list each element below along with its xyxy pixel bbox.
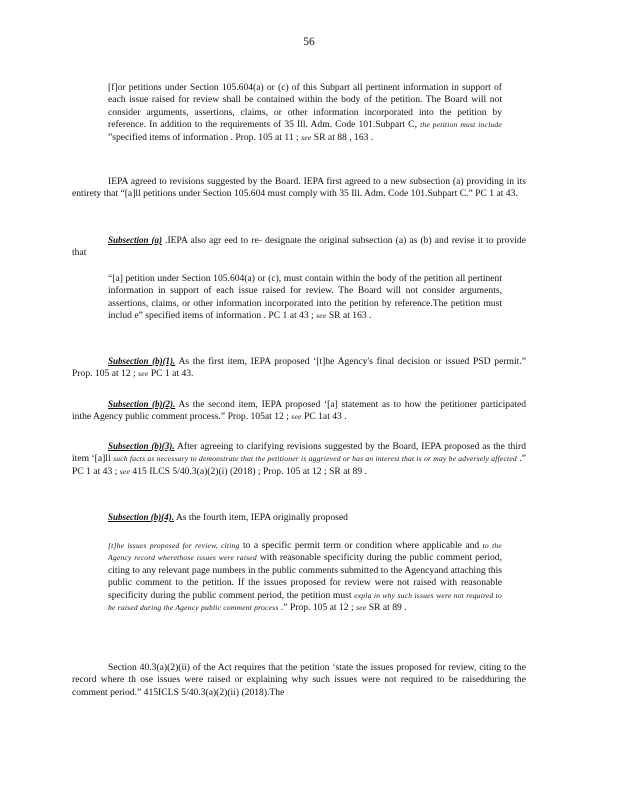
italic-text: see bbox=[291, 412, 302, 422]
quote-text: SR at 163 . bbox=[328, 310, 372, 322]
paragraph-text: As the fourth item, IEPA originally proposed bbox=[175, 512, 348, 523]
paragraph-7: Section 40.3(a)(2)(ii) of the Act requires that the petition ‘state the issues proposed for review, citing to the record where th ose issues were raised or explaining why such issues were not required to be raisedduring the comment period.” 415ICLS 5/40.3(a)(2)(ii) (2018).The bbox=[72, 662, 526, 698]
quote-text: with reasonable specificity during the public comment period, citing to any relevant page numbers in the public comments submitted to the Agencyand attaching this public comment to the petition. If the issues proposed for review were not raised with reasonable specificity during the public comment period, the petition must bbox=[108, 552, 502, 601]
subsection-heading: Subsection (b)(4). bbox=[108, 512, 174, 522]
paragraph-text: After agreeing to clarifying revisions suggested by the Board, IEPA proposed as the third item ‘[a]ll bbox=[72, 441, 527, 465]
subsection-heading: Subsection (b)(3). bbox=[108, 441, 175, 451]
italic-text: see bbox=[119, 466, 131, 476]
paragraph-5 bbox=[72, 440, 526, 478]
quote-text: “[a] petition under Section 105.604(a) or (c), must contain within the body of the petition all pertinent information in support of each issue raised for review. The Board will not consider arguments, assertions, claims, or other information incorporated into the petition by reference.The petition must includ e” specified items of information . PC 1 at 43 ; bbox=[108, 273, 502, 322]
quote-block-1 bbox=[108, 82, 502, 144]
paragraph-2 bbox=[72, 234, 526, 260]
quote-text: ”specified items of information . Prop. 105 at 11 ; bbox=[108, 131, 299, 143]
quote-block-2 bbox=[108, 273, 502, 323]
paragraph-text: As the second item, IEPA proposed ‘[a] statement as to how the petitioner participated inthe Agency public comment process.” Prop. 105at 12 ; bbox=[72, 399, 527, 423]
subsection-heading: Subsection (a) bbox=[108, 235, 162, 245]
subsection-heading: Subsection (b)(1). bbox=[108, 356, 176, 366]
italic-text: see bbox=[316, 311, 327, 321]
paragraph-text: .” PC 1 at 43 ; bbox=[72, 453, 527, 477]
quote-text: SR at 89 . bbox=[368, 602, 407, 614]
quote-text: [f]or petitions under Section 105.604(a) or (c) of this Subpart all pertinent information in support of each issue raised for review shall be contained within the body of the petition. The Board will not consider arguments, assertions, claims, or other information incorporated into the petition by reference. In addition to the requirements of 35 Ill. Adm. Code 101.Subpart C, bbox=[108, 82, 502, 131]
italic-text: [t]he issues proposed for review, citing bbox=[108, 541, 240, 550]
paragraph-4 bbox=[72, 398, 526, 424]
quote-text: .” Prop. 105 at 12 ; bbox=[280, 602, 354, 614]
italic-text: see bbox=[138, 369, 149, 379]
quote-block-3 bbox=[108, 540, 502, 614]
paragraph-text: 415 ILCS 5/40.3(a)(2)(i) (2018) ; Prop. 105 at 12 ; SR at 89 . bbox=[132, 465, 367, 477]
italic-text: see bbox=[301, 132, 312, 142]
paragraph-1: IEPA agreed to revisions suggested by the Board. IEPA first agreed to a new subsection (a) providing in its entirety that “[a]ll petitions under Section 105.604 must comply with 35 Ill. Adm. Code 101.Subpart C.” PC 1 at 43. bbox=[72, 176, 526, 200]
italic-text: such facts as necessary to demonstrate that the petitioner is aggrieved or has an interest that is or may be adversely affected bbox=[113, 454, 517, 464]
paragraph-text: As the first item, IEPA proposed ‘[t]he Agency's final decision or issued PSD permit.” Prop. 105 at 12 ; bbox=[72, 356, 526, 380]
paragraph-text: .IEPA also agr eed to re- designate the original subsection (a) as (b) and revise it to provide that bbox=[72, 235, 526, 259]
italic-text: to the Agency record wherethose issues were raised bbox=[108, 541, 502, 563]
subsection-heading: Subsection (b)(2). bbox=[108, 399, 176, 409]
quote-text: to a specific permit term or condition where applicable and bbox=[242, 540, 480, 551]
italic-text: expla in why such issues were not required to be raised during the Agency public comment process bbox=[108, 590, 502, 613]
paragraph-3 bbox=[72, 355, 526, 381]
paragraph-text: PC 1at 43 . bbox=[304, 411, 347, 423]
page-number: 56 bbox=[303, 36, 315, 48]
paragraph-text: PC 1 at 43. bbox=[150, 368, 194, 380]
italic-text: the petition must include bbox=[420, 120, 502, 130]
quote-text: SR at 88 , 163 . bbox=[313, 131, 374, 143]
paragraph-6 bbox=[72, 511, 526, 524]
italic-text: see bbox=[356, 603, 367, 613]
